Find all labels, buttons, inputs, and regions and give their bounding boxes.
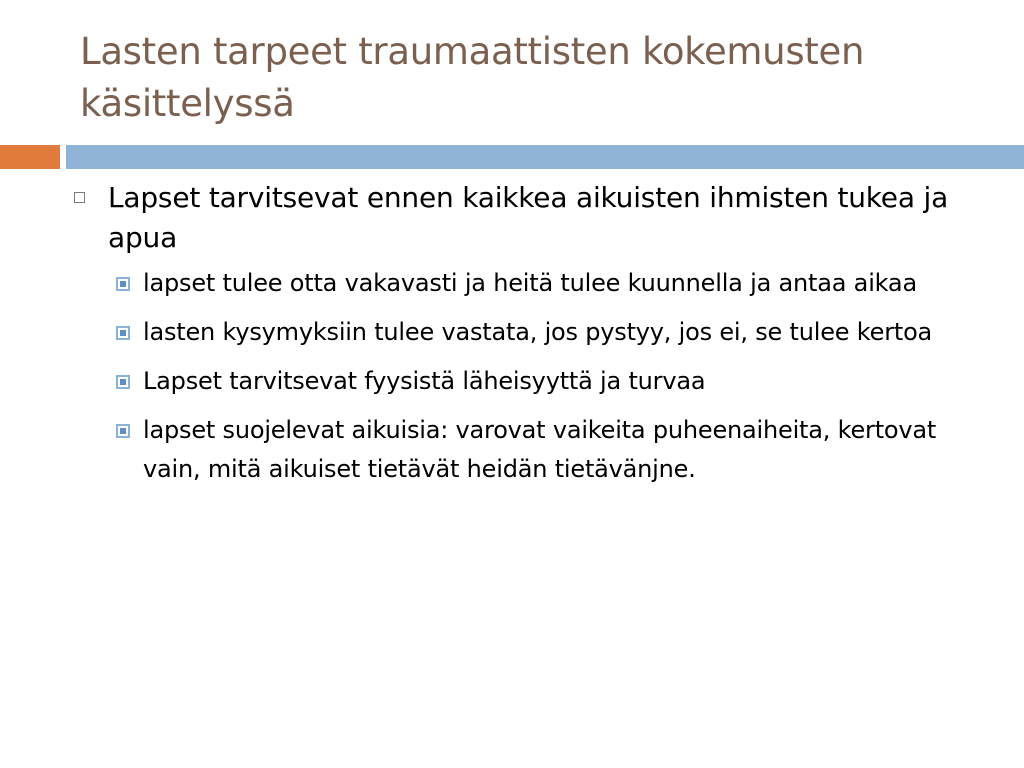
hollow-square-bullet-icon [74, 192, 85, 203]
sub-bullet-item [143, 362, 943, 401]
bullet-item [108, 178, 968, 258]
sub-bullet-text: Lapset tarvitsevat fyysistä läheisyyttä ja turvaa [143, 367, 706, 395]
filled-square-bullet-icon [116, 277, 130, 291]
title-accent-bar [0, 145, 60, 169]
slide-title: Lasten tarpeet traumaattisten kokemusten käsittelyssä [80, 30, 865, 125]
filled-square-bullet-icon [116, 424, 130, 438]
sub-bullet-item [143, 411, 943, 489]
title-divider-bar [66, 145, 1024, 169]
sub-bullet-text: lapset suojelevat aikuisia: varovat vaikeita puheenaiheita, kertovat vain, mitä aikuiset tietävät heidän tietävänjne. [143, 416, 937, 483]
bullet-text: Lapset tarvitsevat ennen kaikkea aikuisten ihmisten tukea ja apua [108, 181, 949, 254]
slide-body [0, 178, 1024, 489]
filled-square-bullet-icon [116, 326, 130, 340]
sub-bullet-item [143, 264, 943, 303]
sub-bullet-text: lasten kysymyksiin tulee vastata, jos pystyy, jos ei, se tulee kertoa [143, 318, 933, 346]
filled-square-bullet-icon [116, 375, 130, 389]
sub-bullet-text: lapset tulee otta vakavasti ja heitä tulee kuunnella ja antaa aikaa [143, 269, 917, 297]
sub-bullet-item [143, 313, 943, 352]
